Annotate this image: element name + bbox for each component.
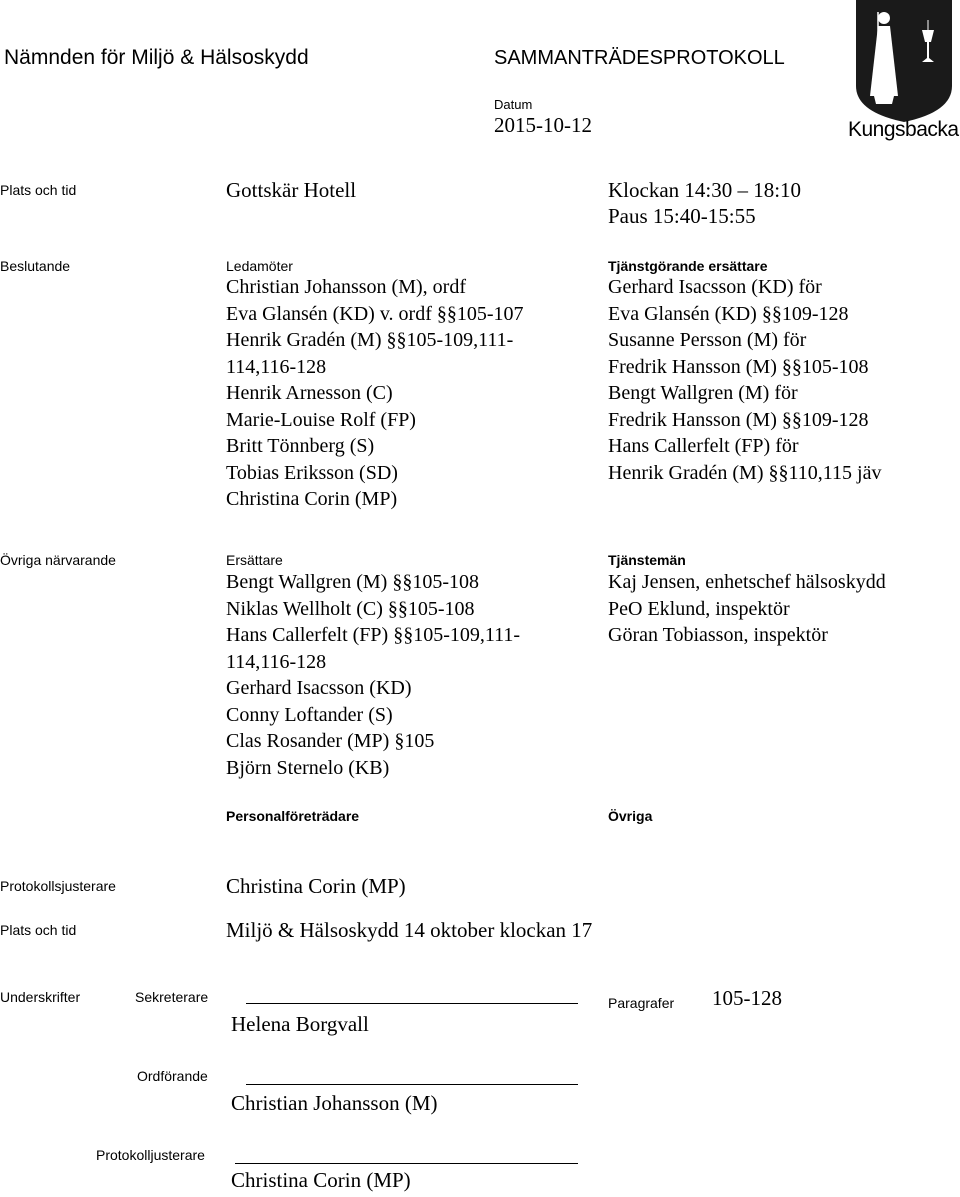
adjuster-name: Christina Corin (MP) <box>226 874 406 898</box>
ersattare-line: Gerhard Isacsson (KD) <box>226 677 412 699</box>
ersattare-line: Hans Callerfelt (FP) §§105-109,111- <box>226 624 521 646</box>
member-line: Christian Johansson (M), ordf <box>226 276 466 298</box>
meeting-pause: Paus 15:40-15:55 <box>608 204 756 228</box>
members-list <box>226 274 524 513</box>
adjustment-place-label: Plats och tid <box>0 922 77 938</box>
secretary-name: Helena Borgvall <box>231 1012 369 1036</box>
ersattare-line: Bengt Wallgren (M) §§105-108 <box>226 571 479 593</box>
beslutande-label: Beslutande <box>0 258 71 274</box>
ersattare-list <box>226 569 520 781</box>
substitute-line: Fredrik Hansson (M) §§109-128 <box>608 408 869 431</box>
meeting-time: Klockan 14:30 – 18:10 <box>608 178 802 202</box>
ersattare-line: 114,116-128 <box>226 650 327 673</box>
meeting-place: Gottskär Hotell <box>226 178 357 202</box>
adjustment-place: Miljö & Hälsoskydd 14 oktober klockan 17 <box>226 918 593 942</box>
document-type: SAMMANTRÄDESPROTOKOLL <box>494 47 785 69</box>
adjuster-signature-name: Christina Corin (MP) <box>231 1168 411 1192</box>
committee-name: Nämnden för Miljö & Hälsoskydd <box>4 46 309 69</box>
secretary-label: Sekreterare <box>135 989 209 1005</box>
secretary-signature-line <box>246 1003 578 1004</box>
ersattare-heading: Ersättare <box>226 552 283 568</box>
ersattare-line: Conny Loftander (S) <box>226 703 393 726</box>
substitute-line: Hans Callerfelt (FP) för <box>608 435 799 457</box>
substitute-line: Henrik Gradén (M) §§110,115 jäv <box>608 461 882 484</box>
member-line: 114,116-128 <box>226 355 327 378</box>
substitute-line: Eva Glansén (KD) §§109-128 <box>608 302 849 325</box>
protocol-adjuster-label: Protokolljusterare <box>96 1147 205 1163</box>
officials-list <box>608 569 886 649</box>
official-line: Göran Tobiasson, inspektör <box>608 624 828 646</box>
substitutes-list <box>608 274 881 486</box>
substitute-line: Susanne Persson (M) för <box>608 329 807 351</box>
adjuster-signature-line <box>235 1163 578 1164</box>
substitute-line: Bengt Wallgren (M) för <box>608 382 798 404</box>
chair-signature-line <box>246 1084 578 1085</box>
others-heading: Övriga <box>608 808 653 824</box>
meeting-date: 2015-10-12 <box>494 113 592 137</box>
substitutes-heading: Tjänstgörande ersättare <box>608 258 768 274</box>
member-line: Marie-Louise Rolf (FP) <box>226 408 416 431</box>
signatures-label: Underskrifter <box>0 989 81 1005</box>
member-line: Christina Corin (MP) <box>226 488 398 510</box>
paragraphs-label: Paragrafer <box>608 995 675 1011</box>
place-label: Plats och tid <box>0 182 77 198</box>
chair-name: Christian Johansson (M) <box>231 1091 438 1115</box>
ersattare-line: Clas Rosander (MP) §105 <box>226 730 435 752</box>
official-line: Kaj Jensen, enhetschef hälsoskydd <box>608 571 886 593</box>
member-line: Henrik Arnesson (C) <box>226 382 393 404</box>
chair-label: Ordförande <box>137 1068 208 1084</box>
others-present-label: Övriga närvarande <box>0 552 116 568</box>
adjuster-label: Protokollsjusterare <box>0 878 116 894</box>
members-heading: Ledamöter <box>226 258 293 274</box>
ersattare-line: Björn Sternelo (KB) <box>226 756 390 779</box>
member-line: Tobias Eriksson (SD) <box>226 461 398 484</box>
staff-representatives-heading: Personalföreträdare <box>226 808 360 824</box>
member-line: Henrik Gradén (M) §§105-109,111- <box>226 329 514 351</box>
kungsbacka-logo <box>848 0 960 148</box>
member-line: Eva Glansén (KD) v. ordf §§105-107 <box>226 302 524 325</box>
official-line: PeO Eklund, inspektör <box>608 597 790 620</box>
paragraphs-value: 105-128 <box>712 986 782 1010</box>
logo-wordmark: Kungsbacka <box>848 118 959 141</box>
officials-heading: Tjänstemän <box>608 552 686 568</box>
date-label: Datum <box>494 97 533 112</box>
member-line: Britt Tönnberg (S) <box>226 435 375 457</box>
substitute-line: Gerhard Isacsson (KD) för <box>608 276 822 298</box>
ersattare-line: Niklas Wellholt (C) §§105-108 <box>226 597 475 620</box>
substitute-line: Fredrik Hansson (M) §§105-108 <box>608 355 869 378</box>
